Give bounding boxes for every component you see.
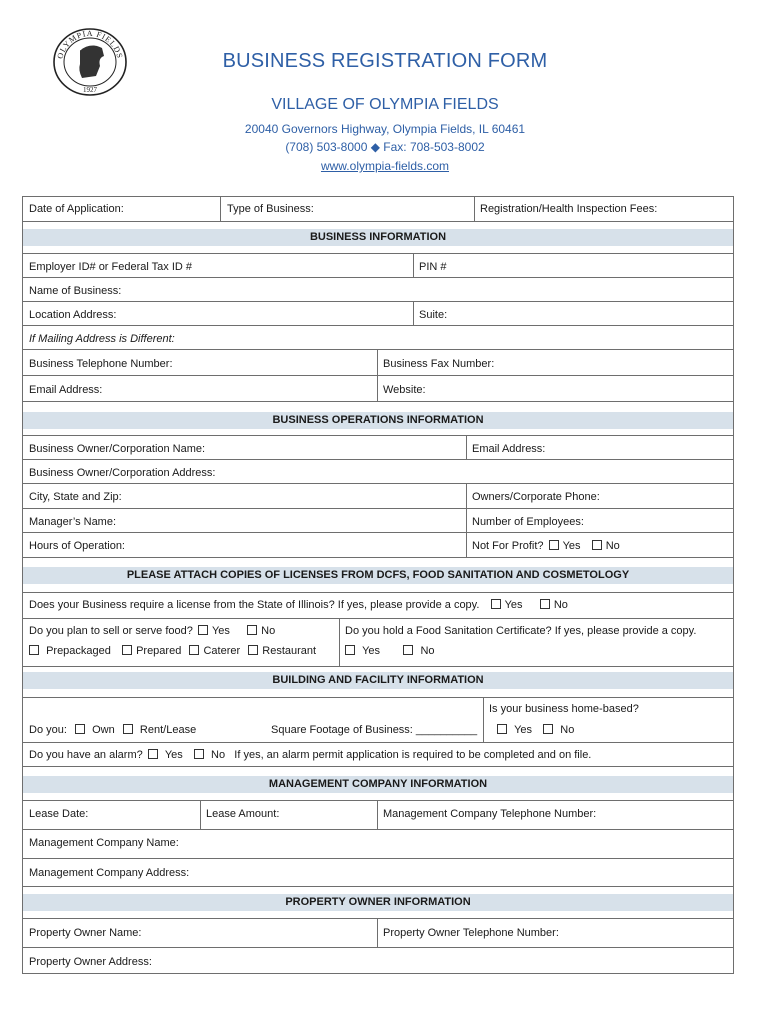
type-of-business-field[interactable]: Type of Business: (227, 203, 314, 215)
alarm-no-checkbox[interactable] (194, 749, 204, 759)
sanitation-certificate-question: Do you hold a Food Sanitation Certificate? If yes, please provide a copy. (345, 625, 697, 637)
home-based-question: Is your business home-based? (489, 703, 639, 715)
lease-date-field[interactable]: Lease Date: (29, 808, 89, 820)
fees-field[interactable]: Registration/Health Inspection Fees: (480, 203, 658, 215)
village-phone-fax: (708) 503-8000 ◆ Fax: 708-503-8002 (285, 140, 485, 154)
pin-field[interactable]: PIN # (419, 261, 447, 273)
state-license-question: Does your Business require a license from the State of Illinois? If yes, please provide a copy. Yes No (29, 599, 568, 611)
suite-field[interactable]: Suite: (419, 309, 448, 321)
home-based-no-checkbox[interactable] (543, 724, 553, 734)
own-checkbox[interactable] (75, 724, 85, 734)
food-yes-checkbox[interactable] (198, 625, 208, 635)
prepackaged-checkbox[interactable] (29, 645, 39, 655)
property-owner-name-field[interactable]: Property Owner Name: (29, 927, 142, 939)
nonprofit-yes-checkbox[interactable] (549, 540, 559, 550)
employer-id-field[interactable]: Employer ID# or Federal Tax ID # (29, 261, 193, 273)
location-address-field[interactable]: Location Address: (29, 309, 117, 321)
seal-top-text: OLYMPIA FIELDS (55, 28, 125, 60)
village-address: 20040 Governors Highway, Olympia Fields, IL 60461 (244, 122, 526, 136)
food-type-options: Prepackaged Prepared Caterer Restaurant (27, 645, 316, 658)
owner-address-field[interactable]: Business Owner/Corporation Address: (29, 467, 216, 479)
hours-of-operation-field[interactable]: Hours of Operation: (29, 540, 125, 552)
business-website-field[interactable]: Website: (383, 384, 426, 396)
lease-amount-field[interactable]: Lease Amount: (206, 808, 280, 820)
alarm-question: Do you have an alarm? Yes No If yes, an alarm permit application is required to be completed and on file. (29, 749, 592, 761)
manager-name-field[interactable]: Manager’s Name: (29, 516, 117, 528)
business-telephone-field[interactable]: Business Telephone Number: (29, 358, 173, 370)
seal-year: 1927 (83, 86, 97, 94)
own-or-rent-question: Do you: Own Rent/Lease (29, 724, 197, 736)
management-address-field[interactable]: Management Company Address: (29, 867, 190, 879)
village-website-link[interactable]: www.olympia-fields.com (320, 159, 450, 173)
mailing-address-field[interactable]: If Mailing Address is Different: (29, 333, 175, 345)
village-name: VILLAGE OF OLYMPIA FIELDS (271, 96, 499, 113)
licenses-heading: PLEASE ATTACH COPIES OF LICENSES FROM DCFS, FOOD SANITATION AND COSMETOLOGY (23, 567, 733, 584)
management-phone-field[interactable]: Management Company Telephone Number: (383, 808, 597, 820)
management-heading: MANAGEMENT COMPANY INFORMATION (23, 776, 733, 793)
restaurant-checkbox[interactable] (248, 645, 258, 655)
state-license-no-checkbox[interactable] (540, 599, 550, 609)
business-fax-field[interactable]: Business Fax Number: (383, 358, 495, 370)
nonprofit-no-checkbox[interactable] (592, 540, 602, 550)
food-no-checkbox[interactable] (247, 625, 257, 635)
square-footage-field[interactable]: Square Footage of Business: __________ (271, 724, 478, 736)
caterer-checkbox[interactable] (189, 645, 199, 655)
date-of-application-field[interactable]: Date of Application: (29, 203, 124, 215)
certificate-yes-checkbox[interactable] (345, 645, 355, 655)
registration-form (22, 196, 734, 974)
property-owner-heading: PROPERTY OWNER INFORMATION (23, 894, 733, 911)
home-based-yes-checkbox[interactable] (497, 724, 507, 734)
business-name-field[interactable]: Name of Business: (29, 285, 122, 297)
food-question: Do you plan to sell or serve food? Yes No (29, 625, 276, 637)
home-based-options: Yes No (495, 724, 574, 737)
not-for-profit-question: Not For Profit? Yes No (472, 540, 620, 552)
owner-email-field[interactable]: Email Address: (472, 443, 546, 455)
city-state-zip-field[interactable]: City, State and Zip: (29, 491, 122, 503)
property-owner-phone-field[interactable]: Property Owner Telephone Number: (383, 927, 559, 939)
management-name-field[interactable]: Management Company Name: (29, 837, 179, 849)
prepared-checkbox[interactable] (122, 645, 132, 655)
form-title: BUSINESS REGISTRATION FORM (222, 50, 548, 72)
state-license-yes-checkbox[interactable] (491, 599, 501, 609)
building-heading: BUILDING AND FACILITY INFORMATION (23, 672, 733, 689)
alarm-yes-checkbox[interactable] (148, 749, 158, 759)
property-owner-address-field[interactable]: Property Owner Address: (29, 956, 152, 968)
business-email-field[interactable]: Email Address: (29, 384, 103, 396)
rent-lease-checkbox[interactable] (123, 724, 133, 734)
sanitation-certificate-options: Yes No (343, 645, 435, 658)
operations-heading: BUSINESS OPERATIONS INFORMATION (23, 412, 733, 429)
owner-name-field[interactable]: Business Owner/Corporation Name: (29, 443, 206, 455)
number-of-employees-field[interactable]: Number of Employees: (472, 516, 584, 528)
certificate-no-checkbox[interactable] (403, 645, 413, 655)
business-information-heading: BUSINESS INFORMATION (23, 229, 733, 246)
owner-phone-field[interactable]: Owners/Corporate Phone: (472, 491, 600, 503)
